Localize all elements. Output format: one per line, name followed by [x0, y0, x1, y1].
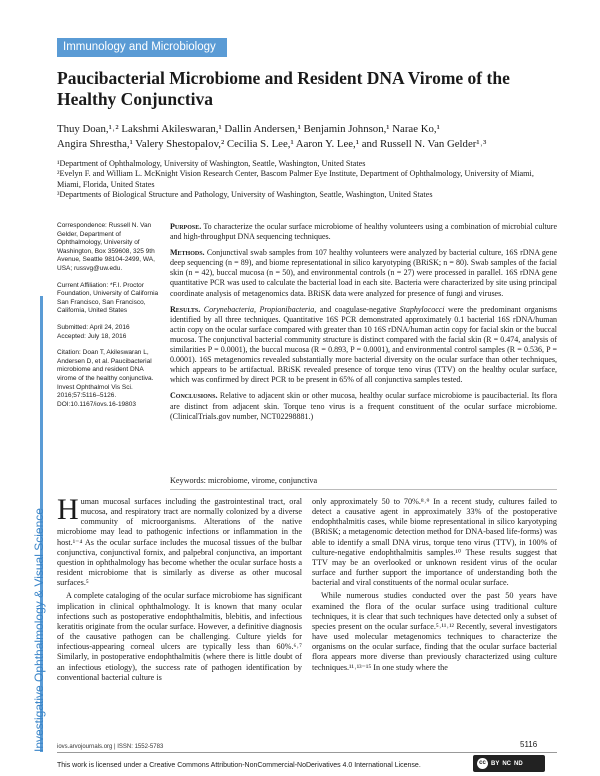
results-text: were the predominant organisms identified by all three techniques. Quantitative 16S PCR demonstrated approximately 0.1 bacterial 16S rDNA/human actin copy on the ocular surface compared with greater than 10 16S rDNA/human actin copy for facial skin or the buccal mucosa. The conjunctival bacterial community structure is distinct compared with the facial skin (R = 0.474, analysis of similarities P = 0.0001), the buccal mucosa (R = 0.893, P = 0.0001), and environmental control samples (R = 0.536, P = 0.0001). 16S metagenomics revealed substantially more bacterial diversity on the ocular surface than other techniques, which appears to be artifactual. BRiSK revealed presence of torque teno virus (TTV) on the healthy ocular surface, which was confirmed by direct PCR to be present in 65% of all conjunctiva samples tested.: [170, 304, 558, 385]
abstract-results: [170, 305, 557, 386]
journal-sidebar: [0, 0, 28, 776]
affiliation-1: ¹Department of Ophthalmology, University of Washington, Seattle, Washington, United States: [57, 159, 366, 168]
methods-label: Methods.: [170, 248, 205, 258]
affiliation-2: ²Evelyn F. and William L. McKnight Vision Research Center, Bascom Palmer Eye Institute, Department of Ophthalmology, University of Miami, Miami, Florida, United States: [57, 169, 534, 189]
cc-nd-label: ND: [514, 760, 523, 767]
purpose-label: Purpose.: [170, 222, 202, 231]
accepted-date: Accepted: July 18, 2016: [57, 332, 127, 340]
results-mid: and coagulase-negative: [319, 304, 397, 314]
cc-by-label: BY: [491, 760, 500, 767]
cc-nc-label: NC: [502, 760, 512, 767]
article-side-info: [57, 222, 163, 417]
footer-url: iovs.arvojournals.org | ISSN: 1552-5783: [57, 744, 164, 750]
body-column-2: [312, 497, 557, 676]
author-list: [57, 122, 557, 152]
purpose-text: To characterize the ocular surface microbiome of healthy volunteers using a combination of microbial culture and high-throughput DNA sequencing techniques.: [170, 222, 557, 242]
results-lead: Corynebacteria, Propionibacteria,: [203, 304, 317, 314]
section-tag: Immunology and Microbiology: [57, 38, 227, 57]
citation: Citation: Doan T, Akileswaran L, Andersen D, et al. Paucibacterial microbiome and resident DNA virome of the healthy conjunctiva. Invest Ophthalmol Vis Sci. 2016;57:5116–5126. DOI:10.1167/iovs.16-19803: [57, 349, 154, 408]
affiliation-3: ³Departments of Biological Structure and Pathology, University of Washington, Seattle, Washington, United States: [57, 189, 433, 199]
abstract-methods: [170, 248, 557, 298]
keywords: Keywords: microbiome, virome, conjunctiva: [170, 476, 318, 485]
cc-icon: cc: [477, 758, 488, 769]
intro-paragraph-1: [57, 493, 302, 588]
page-number: 5116: [520, 740, 538, 749]
license-text: This work is licensed under a Creative Commons Attribution-NonCommercial-NoDerivatives 4.0 International License.: [57, 762, 421, 769]
correspondence: Correspondence: Russell N. Van Gelder, Department of Ophthalmology, University of Washington, Box 359608, 325 9th Avenue, Seattle 98104-2499, WA, USA; russvg@uw.edu.: [57, 222, 155, 272]
affiliations: [57, 159, 557, 200]
methods-text: Conjunctival swab samples from 107 healthy volunteers were analyzed by bacterial culture, 16S rDNA gene deep sequencing (n = 89), and biome representational in silico karyotyping (BRiSK; n = 80). Swab samples of the facial skin (n = 42), buccal mucosa (n = 50), and environmental controls (n = 27) were processed in parallel. 16S rDNA gene quantitative PCR was used to calculate the bacterial load in each site. Bacteria were characterized by site using principal coordinate analysis of metagenomics data. BRiSK data were analyzed for presence of fungi and viruses.: [170, 248, 557, 298]
body-column-1: [57, 493, 302, 686]
intro-paragraph-2: A complete cataloging of the ocular surface microbiome has significant implication in clinical ophthalmology. It is known that many ocular infections such as postoperative endophthalmitis, blebitis, and infectious keratitis originate from the ocular surface. However, a definitive diagnosis of the causative pathogen can be challenging. Culture yields for infectious-appearing corneal ulcers are typically less than 60%.⁶˒⁷ Similarly, in postoperative endophthalmitis (where there is little doubt of an infectious etiology), the success rate of pathogen identification by conventional bacterial culture is: [57, 591, 302, 682]
abstract: [170, 222, 557, 428]
journal-vertical-title: Investigative Ophthalmology & Visual Science: [32, 508, 46, 752]
conclusions-text: Relative to adjacent skin or other mucosa, healthy ocular surface microbiome is paucibacterial. Its flora are distinct from adjacent skin. Torque teno virus is a frequent constituent of the ocular surface microbiome. (ClinicalTrials.gov number, NCT02298881.): [170, 391, 558, 421]
authors-line-2: Angira Shrestha,¹ Valery Shestopalov,² Cecilia S. Lee,¹ Aaron Y. Lee,¹ and Russell N. Van Gelder¹˒³: [57, 138, 487, 150]
abstract-purpose: [170, 222, 557, 242]
drop-cap: H: [57, 493, 79, 526]
abstract-conclusions: [170, 391, 557, 421]
footer-divider: [57, 752, 557, 753]
results-genus: Staphylococci: [399, 304, 445, 314]
results-label: Results.: [170, 304, 201, 314]
intro-paragraph-3: only approximately 50 to 70%.⁸˒⁹ In a recent study, cultures failed to detect a causative agent in approximately 33% of the postoperative endophthalmitis cases, while biome representational in silico karyotyping (BRiSK; a metagenomic detection method for DNA-based life-forms) was able to identify a small DNA virus, torque teno virus (TTV), in 100% of culture-negative endophthalmitis samples.¹⁰ These results suggest that TTV may be an overlooked or unknown resident virus of the ocular surface and further support the importance of understanding both the bacterial and viral constituents of the normal ocular surface.: [312, 497, 557, 588]
conclusions-label: Conclusions.: [170, 391, 218, 401]
authors-line-1: Thuy Doan,¹˒² Lakshmi Akileswaran,¹ Dallin Andersen,¹ Benjamin Johnson,¹ Narae Ko,¹: [57, 123, 440, 135]
cc-license-badge[interactable]: [473, 755, 545, 772]
current-affiliation: Current Affiliation: *F.I. Proctor Foundation, University of California San Francisco, San Francisco, California, United States: [57, 281, 159, 315]
intro-paragraph-1-text: uman mucosal surfaces including the gastrointestinal tract, oral mucosa, and respiratory tract are normally colonized by a diverse community of microorganisms. Alterations of the native microbiome may lead to pathogenic infections or inflammation in the host.¹⁻⁴ As the ocular surface includes the mucosal tissues of the bulbar conjunctiva, conjunctival fornix, and palpebral conjunctiva, an important question in ophthalmology has become whether the ocular surface hosts a resident microbiome that is similarly as diverse as other mucosal surfaces.⁵: [57, 497, 302, 588]
article-title: Paucibacterial Microbiome and Resident DNA Virome of the Healthy Conjunctiva: [57, 68, 510, 109]
submitted-date: Submitted: April 24, 2016: [57, 323, 130, 331]
abstract-divider: [170, 489, 557, 490]
intro-paragraph-4: While numerous studies conducted over the past 50 years have examined the flora of the ocular surface using traditional culture techniques, it is clear that such techniques have detected only a subset of species present on the ocular surface.⁵˒¹¹˒¹² Recently, several investigators have used molecular metagenomics techniques to characterize the organisms on the ocular surface, finding that the ocular surface bacterial flora appears more diverse than previously characterized using culture techniques.¹¹˒¹³⁻¹⁵ In one study where the: [312, 591, 557, 672]
